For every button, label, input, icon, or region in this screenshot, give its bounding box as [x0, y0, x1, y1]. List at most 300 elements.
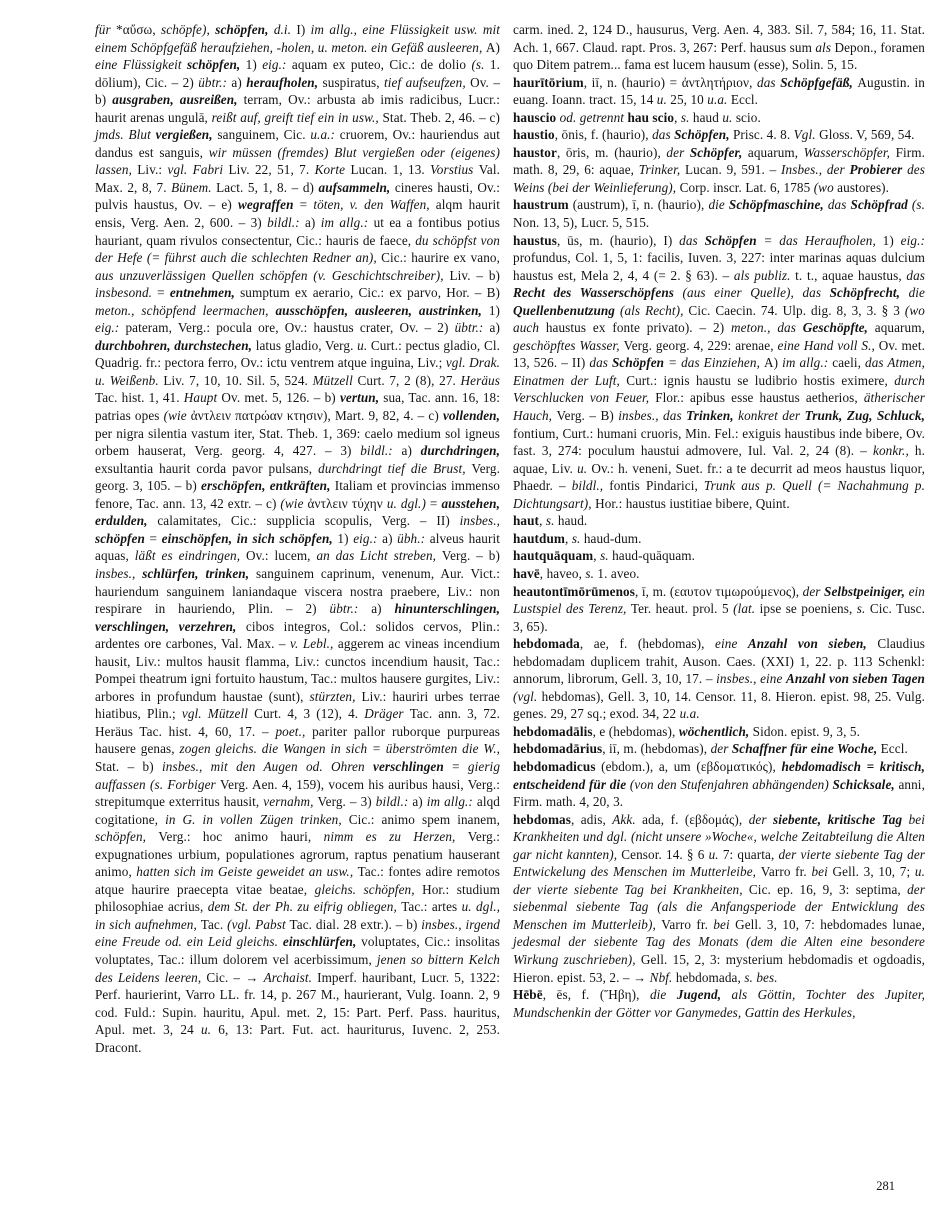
text-run: = das Heraufholen, — [763, 232, 883, 248]
text-run: Claudius hebdomadam duplicem trahit, Auson. Caes. (XXI) 1, 22. p. 113 Schenkl: annorum, librorum, Gell. 3, 10, 17. – — [513, 636, 926, 687]
text-run: Curt. 7, 2 (8), 27. — [357, 372, 461, 388]
text-run: s. — [680, 109, 693, 125]
text-run: fontis Pindarici, — [609, 478, 704, 494]
text-run: Verg. – 3) — [317, 794, 376, 810]
text-run: Val. Max. 2, 8, 7. — [95, 162, 501, 195]
text-run: s. — [545, 513, 558, 529]
text-run: Cic. – → — [206, 969, 264, 985]
text-run: durchdringen, — [420, 443, 500, 459]
text-run: Schöpfrecht, — [829, 285, 909, 301]
text-run: schöpfen, — [187, 57, 246, 73]
headword: haut — [513, 513, 540, 529]
text-run: bildl., — [571, 478, 610, 494]
text-run: eine Hand voll S., — [777, 337, 879, 353]
headword: heautontīmōrūmenos — [513, 583, 635, 599]
headword: hautquāquam — [513, 548, 594, 564]
text-run: (von den Stufenjahren abhängenden) — [629, 776, 833, 792]
text-run: Curt.: ignis haustu se ludibrio hostis eximere, — [626, 372, 895, 388]
text-run: poet., — [275, 723, 313, 739]
text-run: 25, 10 — [670, 92, 708, 108]
text-run: , haveo, — [539, 565, 586, 581]
dictionary-paragraph — [513, 583, 925, 636]
text-run: 1. dōlium), Cic. – 2) — [95, 57, 500, 90]
text-run: Akk. — [612, 811, 643, 827]
text-run: Cic.: haurire ex vano, — [381, 250, 501, 266]
text-run: sua, Tac. ann. 16, 18: patrias opes — [95, 390, 500, 424]
text-run: Augustin. in euang. Ioann. tract. 15, 14 — [513, 74, 925, 108]
headword: hebdomadārius — [513, 741, 603, 757]
text-run: 1) — [488, 302, 500, 318]
text-run: Imperf. hauribant, Lucr. 5, 1322: Perf. haurierint, Varro LL. fr. 14, p. 267 M., haurierant, Vulg. Ioann. 2, 9 cod. Fuld.: Supin. hauritu, Apul. met. 2, 15: Part. Perf. Pass. hauritus, Apul. met. 3, 24 — [95, 969, 500, 1038]
text-run: alqd cogitatione, — [95, 794, 500, 827]
text-run: Schöpfgefäß, — [780, 74, 858, 90]
text-run: jmds. Blut — [95, 127, 156, 143]
text-run: aquarum, — [874, 320, 925, 336]
text-run: Flor.: apibus esse haustus aetherios, — [655, 390, 864, 406]
dictionary-paragraph — [513, 109, 925, 127]
text-run: profundus, Col. 1, 5, 1: facilis, Iuven. 3, 227: inter marinas aquas dulcium haustus est, Mela 2, 4, 4 (= 2. § 63). – — [513, 250, 925, 283]
text-run: das — [906, 267, 925, 283]
text-run: t. t., aquae haustus, — [795, 267, 907, 283]
text-run: haud-quāquam. — [612, 548, 696, 564]
text-run: das — [757, 74, 781, 90]
text-run: u. — [200, 1022, 219, 1038]
text-run: (wie — [163, 408, 191, 424]
text-run: cibos integros, Col.: solidos cervos, Plin.: ardentes ore carbones, Val. Max. – — [95, 618, 500, 652]
text-run: , ōris, m. (haurio), — [556, 144, 667, 160]
text-run: gierig auffassen (s. Forbiger — [95, 758, 501, 792]
text-run: aggerem ac vineas incendium hausit, Liv.: multos hausit flamma, Liv.: cunctos incendium hausit, Tac.: Pompei theatrum igni fortuito haustum, Tac.: multos hausere gurgites, Liv.: arbores in profundum haustae (sunt), — [95, 636, 500, 704]
headword: haurītōrium — [513, 74, 584, 90]
text-run: erschöpfen, entkräften, — [201, 478, 335, 494]
text-run: eig.: — [900, 232, 925, 248]
text-run: Anzahl von sieben, — [747, 636, 878, 652]
text-run: der — [710, 741, 732, 757]
text-run: das Atmen, Einatmen der Luft, — [513, 355, 925, 388]
text-run: vgl. Fabri — [167, 162, 229, 178]
headword: havē — [513, 565, 540, 581]
text-run: Ov.: lucem, — [245, 548, 317, 564]
text-run: geschöpftes Wasser, — [513, 337, 624, 353]
text-run: sumptum ex aerario, Cic.: ex parvo, Hor. – B) — [240, 285, 501, 301]
text-run: Hor.: haustus iustitiae bibere, Quint. — [595, 495, 790, 511]
text-run: das — [652, 127, 675, 143]
text-run: , e (hebdomas), — [592, 723, 679, 739]
text-run: Liv.: hauriri urbes terrae hiatibus, Plin.; — [95, 688, 501, 722]
text-run: Archaist. — [263, 969, 318, 985]
text-run: Wasserschöpfer, — [803, 144, 896, 160]
left-column — [95, 21, 500, 1056]
text-run: Schöpfer, — [689, 144, 748, 160]
text-run: übtr.: — [454, 320, 490, 336]
text-run: Depon., foramen quo Ditem patrem... fama est lucem hausum (esse), Solin. 5, 15. — [513, 39, 925, 73]
text-run: od. getrennt — [556, 109, 628, 125]
headword: hebdomada — [513, 636, 580, 652]
text-run: Eccl. — [730, 92, 759, 108]
text-run: ausgraben, ausreißen, — [112, 92, 244, 108]
text-run: hatten sich im Geiste geweidet an usw., — [136, 864, 358, 880]
text-run: alqm haurit ensis, Verg. Aen. 2, 600. – 3) — [95, 197, 501, 231]
text-run: insbes., eine — [716, 671, 786, 687]
dictionary-paragraph — [513, 986, 925, 1021]
text-run: , — [749, 74, 758, 90]
text-run: , ōnis, f. (haurio), — [554, 127, 653, 143]
text-run: Hor.: studium philosophiae acrius, — [95, 881, 500, 915]
text-run: heraufholen, — [246, 74, 323, 90]
text-run: der — [666, 144, 690, 160]
text-run: bei Krankheiten und dgl. (nicht unsere »Woche«, welche Zeitabteilung die Alten gar nicht kannten), — [513, 811, 925, 862]
text-run: I) — [296, 22, 311, 37]
text-run: Quellenbenutzung — [513, 302, 620, 318]
text-run: = — [299, 197, 314, 213]
text-run: gleichs. schöpfen, — [314, 881, 423, 897]
text-run: im allg.: — [782, 355, 833, 371]
text-run: eine — [715, 636, 748, 652]
text-run: Gell. 3, 10, 7; — [832, 864, 915, 880]
dictionary-paragraph — [513, 232, 925, 513]
text-run: Ov. met. 5, 126. – b) — [221, 390, 340, 406]
text-run: Ov. – b) — [95, 74, 501, 108]
text-run: eig.: — [353, 530, 383, 546]
text-run: Trinken, — [686, 408, 739, 424]
text-run: Probierer — [849, 162, 908, 178]
text-run: Curt. 4, 3 (12), 4. — [254, 706, 365, 722]
text-run: = — [429, 495, 442, 511]
text-run: Vorstius — [430, 162, 479, 178]
text-run: u.a.: — [310, 127, 340, 143]
text-run: 1) — [337, 530, 354, 546]
text-run: ), — [734, 811, 749, 827]
dictionary-paragraph — [513, 565, 925, 583]
text-run: sanguinem caprinum, venenum, Aur. Vict.: hauriendum sanguinem laniandaque viscera nostra praebere, Liv.: non respirare in hauriendo, Plin. – 2) — [95, 565, 500, 617]
text-run: εβδομάς — [689, 811, 735, 827]
text-run: Gloss. V, 569, 54. — [819, 127, 915, 143]
text-run: εβδοματικός — [700, 758, 768, 774]
headword: hebdomadicus — [513, 758, 596, 774]
text-run: die — [649, 987, 677, 1003]
text-run: hebdomada, — [675, 969, 745, 985]
text-run: Verg.: expugnationes urbium, populationes agrorum, raptus penatium hauserant animo, — [95, 829, 500, 880]
text-run: cineres hausti, Ov.: pulvis haustus, Ov. – e) — [95, 179, 500, 213]
text-run: Non. 13, 5), Lucr. 5, 515. — [513, 215, 650, 231]
text-run: ätherischer Hauch, — [513, 390, 925, 424]
text-run: austores). — [837, 179, 890, 195]
text-run: scio. — [735, 109, 761, 125]
text-run: (als Recht), — [619, 302, 689, 318]
text-run: ἀντλειν τύχην — [307, 495, 387, 511]
text-run: a) — [401, 443, 421, 459]
text-run: a) — [412, 794, 427, 810]
text-run: Tac.: fontes adire remotos atque haurire praecepta vitae beatae, — [95, 864, 500, 897]
text-run: anni, Firm. math. 4, 20, 3. — [513, 776, 925, 810]
text-run: eig.: — [262, 57, 292, 73]
text-run: Schaffner für eine Woche, — [731, 741, 881, 757]
text-run: haustus ex fonte privato). – 2) — [545, 320, 731, 336]
dictionary-paragraph — [95, 21, 500, 1056]
headword: hebdomas — [513, 811, 571, 827]
dictionary-paragraph — [513, 758, 925, 811]
text-run: Liv. 22, 51, 7. — [228, 162, 315, 178]
text-run: Liv. – b) — [449, 267, 501, 283]
text-run: bei — [811, 864, 833, 880]
dictionary-paragraph — [513, 21, 925, 74]
text-run: (vgl. Pabst — [227, 916, 290, 932]
text-run: Lucan. 9, 591. – — [685, 162, 782, 178]
text-run: ipse se poeniens, — [759, 601, 857, 617]
text-run: stürzten, — [309, 688, 362, 704]
text-run: A) — [485, 39, 500, 55]
text-run: im allg.: — [320, 215, 374, 231]
text-run: in G. in vollen Zügen trinken, — [165, 811, 349, 827]
text-run: insbesond. — [95, 285, 158, 301]
text-run: vergießen, — [155, 127, 218, 143]
text-run: Tac. dial. 28 extr.). – b) — [289, 916, 422, 932]
text-run: Ov. met. 13, 526. – II) — [513, 337, 925, 371]
text-run: calamitates, Cic.: supplicia scopulis, Verg. – II) — [157, 513, 460, 529]
text-run: verschlingen — [373, 758, 453, 774]
text-run: durchbohren, durchstechen, — [95, 337, 256, 353]
text-run: Curt.: pectus gladio, Cl. Quadrig. fr.: pectora ferro, Ov.: ictu ventrem atque inguina, Liv.; — [95, 337, 500, 371]
text-run: , adis, — [570, 811, 613, 827]
page-number: 281 — [876, 1179, 895, 1193]
text-run: für — [95, 22, 116, 37]
text-run: Schöpfrad — [850, 197, 912, 213]
text-run: schöpfen, — [215, 22, 274, 37]
text-run: Gell. 15, 2, 3: mysterium hebdomadis et ogdoadis, Hieron. epist. 53, 2. – → — [513, 951, 925, 985]
text-run: Tac.: artes — [401, 899, 462, 915]
text-run: Gell. 3, 10, 7: hebdomades lunae, — [735, 916, 925, 932]
text-run: aufsammeln, — [318, 179, 395, 195]
text-run: u. der vierte siebente Tag bei Krankheiten, — [513, 864, 925, 897]
text-run: eine Flüssigkeit — [95, 57, 188, 73]
text-run: siebente, kritische Tag — [773, 811, 909, 827]
text-run: Varro fr. — [661, 916, 714, 932]
text-run: (ebdom.), a, um ( — [595, 758, 701, 774]
text-run: fontium, Curt.: humani cruoris, Min. Fel.: exiguis haustibus inde bibere, Ov. fast. 3, 274: poculum haustui admovere, Iul. Val. 2, 24 (8). – — [513, 425, 925, 459]
text-run: ἀντλειν πατρώαν κτησιν — [190, 408, 323, 424]
headword: haustio — [513, 127, 555, 143]
headword: hau scio — [627, 109, 675, 125]
text-run: s. — [585, 565, 598, 581]
text-run: Vgl. — [793, 127, 820, 143]
text-run: ada, f. ( — [642, 811, 690, 827]
text-run: ein Lustspiel des Terenz, — [513, 583, 925, 617]
text-run: Eccl. — [880, 741, 908, 757]
text-run: u. dgl.) — [386, 495, 430, 511]
text-run: cruorem, Ov.: hauriendus aut dandus est sanguis, — [95, 127, 500, 160]
text-run: Censor. 14. § 6 — [621, 846, 709, 862]
text-run: der — [802, 583, 825, 599]
text-run: konkr., — [872, 443, 915, 459]
text-run: ), — [791, 583, 803, 599]
text-run: a) — [382, 530, 398, 546]
text-run: Ter. heaut. prol. 5 — [630, 601, 734, 617]
text-run: insbes., irgend eine Freude od. ein Leid gleichs. — [95, 916, 500, 950]
headword: haustrum — [513, 197, 569, 213]
text-run: Tac. ann. 3, 72. Heräus Tac. hist. 4, 60, 17. – — [95, 706, 501, 739]
text-run: schöpfen — [95, 530, 150, 546]
headword: hauscio — [513, 109, 557, 125]
text-run: v. Lebl., — [290, 636, 338, 652]
text-run: suspiratus, — [322, 74, 385, 90]
text-run: 7: quarta, — [722, 846, 779, 862]
text-run: Cic. Caecin. 74. Ulp. dig. 8, 3, 3. § 3 — [688, 302, 905, 318]
text-run: töten, v. den Waffen, — [313, 197, 436, 213]
dictionary-paragraph — [513, 512, 925, 530]
text-run: = — [149, 530, 162, 546]
text-run: Schöpfen — [612, 355, 669, 371]
dictionary-paragraph — [513, 126, 925, 144]
text-run: terram, Ov.: arbusta ab imis radicibus, Lucr.: haurit arenas ungulā, — [95, 92, 500, 125]
text-run: schöpfen, — [95, 829, 159, 845]
text-run: Schöpfen — [704, 232, 764, 248]
text-run: = — [157, 285, 170, 301]
text-run: aus unzuverlässigen Quellen schöpfen (v. Geschichtschreiber), — [95, 267, 450, 283]
text-run: vertun, — [339, 390, 384, 406]
text-run: Sidon. epist. 9, 3, 5. — [752, 723, 861, 739]
text-run: insbes., — [95, 565, 143, 581]
text-run: jenen so bittern Kelch des Leidens leeren, — [95, 951, 500, 985]
text-run: übtr.: — [329, 601, 372, 617]
text-run: Schöpfen, — [674, 127, 733, 143]
text-run: Firm. math. 8, 29, 6: aquae, — [513, 144, 926, 178]
text-run: reißt auf, greift tief ein in usw., — [211, 109, 383, 125]
dictionary-paragraph — [513, 740, 925, 758]
text-run: insbes., mit den Augen od. Ohren — [162, 758, 373, 774]
text-run: Tac. hist. 1, 41. — [95, 390, 184, 406]
text-run: u.a. — [679, 706, 700, 722]
text-run: Varro fr. — [760, 864, 812, 880]
text-run: entnehmen, — [169, 285, 241, 301]
text-run: Stat. – b) — [95, 758, 163, 774]
text-run: das — [827, 197, 851, 213]
text-run: bei — [713, 916, 736, 932]
text-run: wöchentlich, — [678, 723, 753, 739]
dictionary-paragraph — [513, 547, 925, 565]
text-run: u. — [357, 337, 371, 353]
text-run: als Göttin, Tochter des Jupiter, Mundschenkin der Götter vor Ganymedes, Gattin des Herkules, — [513, 987, 925, 1020]
text-run: bildl.: — [360, 443, 402, 459]
text-run: Geschöpfte, — [802, 320, 875, 336]
text-run: Verg. georg. 4, 229: arenae, — [623, 337, 778, 353]
text-run: das — [679, 232, 705, 248]
dictionary-paragraph — [513, 723, 925, 741]
dictionary-paragraph — [513, 530, 925, 548]
text-run: Insbes., der — [781, 162, 850, 178]
text-run: , — [565, 530, 572, 546]
text-run: dem St. der Ph. zu eifrig obliegen, — [207, 899, 402, 915]
text-run: , — [539, 513, 546, 529]
text-run: ausschöpfen, ausleeren, austrinken, — [275, 302, 489, 318]
dictionary-paragraph — [513, 811, 925, 986]
text-run: die — [708, 197, 729, 213]
text-run: voluptates, Cic.: insolitas voluptates, Tac.: illum dolorem vel acerbissimum, — [95, 934, 500, 967]
text-run: Prisc. 4. 8. — [733, 127, 794, 143]
text-run: wir müssen (fremdes) Blut vergießen oder (eigenes) lassen, — [95, 144, 500, 178]
text-run: 1) — [245, 57, 263, 73]
text-run: u. — [722, 109, 736, 125]
dictionary-paragraph — [513, 74, 925, 109]
dictionary-paragraph — [513, 196, 925, 231]
text-run: 6, 13: Part. Fut. act. hauriturus, Iuvenc. 2, 253. Dracont. — [95, 1022, 500, 1055]
text-run: h. aquae, Liv. — [513, 443, 925, 476]
text-run: (s. — [911, 197, 925, 213]
headword: hebdomadālis — [513, 723, 593, 739]
text-run: Italiam et provincias immenso fenore, Tac. ann. 13, 42 extr. – c) — [95, 478, 500, 511]
text-run: (aus einer Quelle), das — [682, 285, 830, 301]
text-run: , — [674, 109, 681, 125]
text-columns — [95, 21, 925, 1056]
text-run: aquam ex puteo, Cic.: de dolio — [291, 57, 472, 73]
text-run: einschöpfen, in sich schöpfen, — [161, 530, 338, 546]
text-run: Schicksale, — [832, 776, 899, 792]
text-run: sanguinem, Cic. — [217, 127, 311, 143]
text-run: s. — [856, 601, 870, 617]
text-run: der siebenmal siebente Tag (als die Anfangsperiode der Entwicklung des Menschen im Mutterleib), — [513, 881, 925, 932]
dictionary-paragraph — [513, 635, 925, 723]
text-run: Cic. ep. 16, 9, 3: septima, — [748, 881, 908, 897]
text-run: (lat. — [733, 601, 760, 617]
text-run: Dräger — [364, 706, 410, 722]
text-run: ἀντλητήριον — [681, 74, 750, 90]
text-run: vgl. Drak. u. Weißenb. — [95, 355, 500, 388]
text-run: Haupt — [183, 390, 222, 406]
text-run: , ēs, f. (Ἥβη), — [542, 987, 650, 1003]
right-column — [513, 21, 925, 1056]
text-run: haud — [692, 109, 723, 125]
text-run: , — [593, 548, 601, 564]
text-run: Corp. inscr. Lat. 6, 1785 — [679, 179, 814, 195]
headword: haustus — [513, 232, 557, 248]
text-run: aquarum, — [747, 144, 804, 160]
text-run: Verg. Aen. 4, 159), vocem his auribus hausi, Verg.: strepitumque exterritus hausit, — [95, 776, 500, 810]
text-run: schlürfen, trinken, — [142, 565, 257, 581]
text-run: , iī, n. (haurio) = — [583, 74, 682, 90]
text-run: a) — [231, 74, 247, 90]
text-run: d.i. — [273, 22, 297, 37]
text-run: 1. aveo. — [597, 565, 640, 581]
text-run: konkret der — [738, 408, 805, 424]
text-run: vollenden, — [442, 408, 500, 424]
text-run: ), — [767, 758, 782, 774]
text-run: εαυτον τιμωρούμενος — [674, 583, 792, 599]
text-run: Cic. Tusc. 3, 65). — [513, 601, 926, 634]
text-run: caeli, — [832, 355, 866, 371]
text-run: insbes., das — [618, 408, 687, 424]
text-run: u. — [577, 460, 592, 476]
text-run: vgl. Mützell — [181, 706, 255, 722]
text-run: Heräus — [460, 372, 500, 388]
text-run: meton., schöpfend leermachen, — [95, 302, 276, 318]
text-run: wegraffen — [237, 197, 300, 213]
headword: haustor — [513, 144, 557, 160]
text-run: (austrum), ī, n. (haurio), — [568, 197, 709, 213]
text-run: (vgl. — [513, 688, 542, 704]
text-run: a) — [489, 320, 500, 336]
text-run: durchdringt tief die Brust, — [318, 460, 472, 476]
text-run: pateram, Verg.: pocula ore, Ov.: haustus crater, Ov. – 2) — [125, 320, 455, 336]
text-run: s. — [600, 548, 613, 564]
text-run: Verg.: hoc animo hauri, — [158, 829, 324, 845]
headword: Hēbē — [513, 987, 543, 1003]
text-run: s. — [571, 530, 584, 546]
text-run: haud-dum. — [583, 530, 642, 546]
text-run: Lact. 5, 1, 8. – d) — [216, 179, 319, 195]
text-run: an das Licht streben, — [316, 548, 442, 564]
text-run: latus gladio, Verg. — [255, 337, 358, 353]
text-run: vernahm, — [263, 794, 318, 810]
text-run: im allg., eine Flüssigkeit usw. mit einem Schöpfgefäß heraufziehen, -holen, u. meton. ein Gefäß ausleeren, — [95, 22, 501, 55]
